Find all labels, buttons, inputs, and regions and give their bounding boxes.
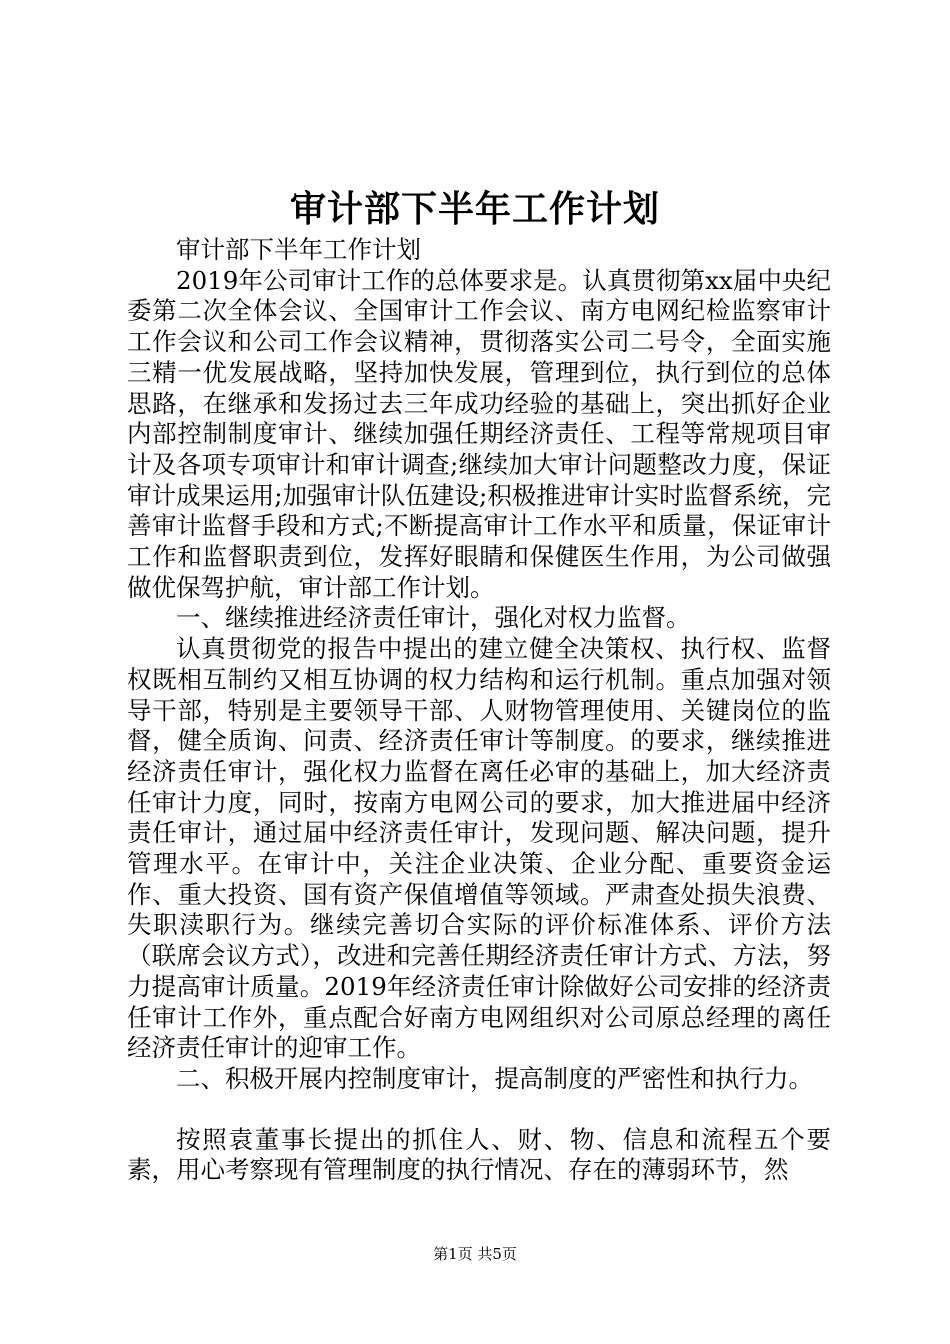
paragraph-subtitle: 审计部下半年工作计划 xyxy=(176,235,421,264)
paragraph-overview: 2019年公司审计工作的总体要求是。认真贯彻第xx届中央纪委第二次全体会议、全国审计工作会议、南方电网纪检监察审计工作会议和公司工作会议精神，贯彻落实公司二号令，全面实施三精一优发展战略，坚持加快发展，管理到位，执行到位的总体思路，在继承和发扬过去三年成功经验的基础上，突出抓好企业内部控制制度审计、继续加强任期经济责任、工程等常规项目审计及各项专项审计和审计调查;继续加大审计问题整改力度，保证审计成果运用;加强审计队伍建设;积极推进审计实时监督系统，完善审计监督手段和方式;不断提高审计工作水平和质量，保证审计工作和监督职责到位，发挥好眼睛和保健医生作用，为公司做强做优保驾护航，审计部工作计划。 xyxy=(127,265,831,602)
paragraph-economic-audit: 认真贯彻党的报告中提出的建立健全决策权、执行权、监督权既相互制约又相互协调的权力结构和运行机制。重点加强对领导干部，特别是主要领导干部、人财物管理使用、关键岗位的监督，健全质询、问责、经济责任审计等制度。的要求，继续推进经济责任审计，强化权力监督在离任必审的基础上，加大经济责任审计力度，同时，按南方电网公司的要求，加大推进届中经济责任审计，通过届中经济责任审计，发现问题、解决问题，提升管理水平。在审计中，关注企业决策、企业分配、重要资金运作、重大投资、国有资产保值增值等领域。严肃查处损失浪费、失职渎职行为。继续完善切合实际的评价标准体系、评价方法（联席会议方式），改进和完善任期经济责任审计方式、方法，努力提高审计质量。2019年经济责任审计除做好公司安排的经济责任审计工作外，重点配合好南方电网组织对公司原总经理的离任经济责任审计的迎审工作。 xyxy=(127,634,831,1063)
document-body xyxy=(127,235,831,1186)
document-title: 审计部下半年工作计划 xyxy=(289,188,660,230)
section-heading-1: 一、继续推进经济责任审计，强化对权力监督。 xyxy=(176,603,691,633)
paragraph-internal-control: 按照袁董事长提出的抓住人、财、物、信息和流程五个要素，用心考察现有管理制度的执行情况、存在的薄弱环节，然 xyxy=(127,1124,831,1185)
page-footer: 第1页 共5页 xyxy=(433,1245,517,1263)
section-heading-2: 二、积极开展内控制度审计，提高制度的严密性和执行力。 xyxy=(176,1063,813,1093)
